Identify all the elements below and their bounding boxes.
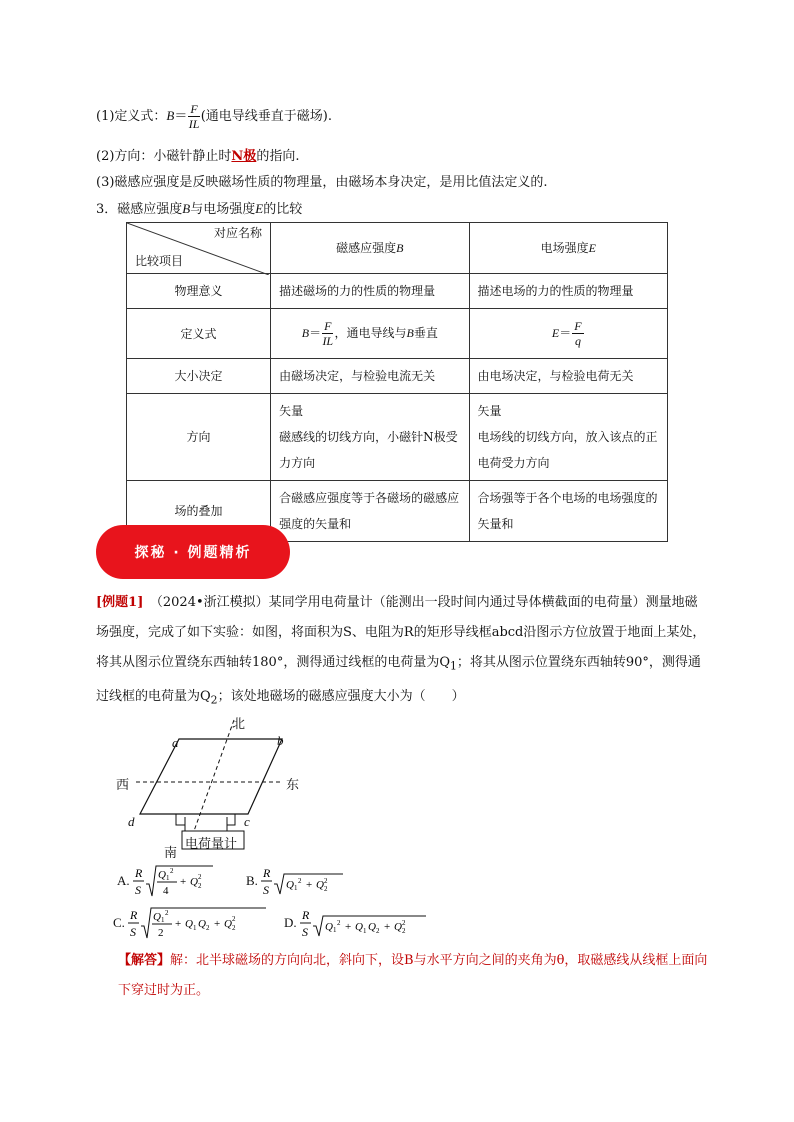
svg-text:4: 4 [162,885,169,897]
svg-text:2: 2 [197,882,202,890]
fraction-F-over-IL: $\frac{F}{IL}$ [188,102,200,131]
option-c[interactable]: C. R S Q 1 2 2 + Q 1 Q 2 + Q 2 2 [113,906,268,942]
svg-text:1: 1 [294,884,298,892]
label-north: 北 [232,717,246,732]
svg-text:+: + [214,918,221,930]
option-a[interactable]: A. R S Q 1 2 4 + Q 2 2 [117,864,215,900]
label-east: 东 [286,778,300,793]
svg-text:+: + [344,921,352,933]
charge-meter-label: 电荷量计 [185,837,238,852]
svg-text:+: + [306,879,313,891]
table-row: 定义式 B＝ $\frac{F}{IL}$ ，通电导线与B垂直 E＝ $\frac{F}{q}$ [127,309,668,359]
svg-text:S: S [134,883,141,897]
svg-text:+: + [179,876,187,888]
formula-d [300,906,428,942]
definition-line-3: (3)磁感应强度是反映磁场性质的物理量，由磁场本身决定，是用比值法定义的. [96,175,548,190]
svg-text:+: + [383,921,391,933]
svg-text:2: 2 [232,915,236,923]
svg-text:2: 2 [165,909,169,917]
svg-text:Q: Q [393,921,402,933]
svg-text:2: 2 [324,877,328,885]
svg-text:Q: Q [198,918,207,930]
svg-text:Q: Q [316,879,325,891]
option-b[interactable]: B. R S Q 1 2 + Q 2 2 [246,864,345,900]
label-south: 南 [164,846,178,861]
n-pole-highlight: N极 [231,149,257,164]
svg-text:2: 2 [197,873,202,881]
svg-text:1: 1 [193,924,197,932]
definition-line-1: (1)定义式：B＝ $\frac{F}{IL}$ (通电导线垂直于磁场). [96,102,333,131]
svg-text:Q: Q [189,876,198,888]
table-row: 场的叠加 合磁感应强度等于各磁场的磁感应强度的矢量和 合场强等于各个电场的电场强度的矢量和 [127,481,668,542]
svg-text:S: S [130,925,137,939]
svg-text:Q: Q [354,921,363,933]
svg-text:1: 1 [165,874,170,882]
svg-text:2: 2 [169,867,174,875]
svg-text:Q: Q [224,918,233,930]
column-header-B: 磁感应强度B [271,223,469,274]
svg-text:1: 1 [161,916,165,924]
svg-text:S: S [263,883,270,897]
svg-text:1: 1 [362,927,367,935]
svg-text:2: 2 [298,877,302,885]
comparison-heading: 3．磁感应强度B与电场强度E的比较 [96,201,303,217]
svg-text:Q: Q [324,921,333,933]
svg-text:2: 2 [158,927,164,939]
svg-text:S: S [301,925,308,939]
option-d[interactable]: D. R S Q 1 2 + Q 1 Q 2 + Q 2 2 [284,906,428,942]
svg-text:R: R [130,908,138,922]
table-row: 物理意义 描述磁场的力的性质的物理量 描述电场的力的性质的物理量 [127,274,668,309]
formula-a [133,864,215,900]
formula-b [261,864,345,900]
svg-text:2: 2 [401,919,406,927]
header-diagonal-cell: 对应名称 比较项目 [127,223,271,274]
label-a: a [172,735,179,750]
section-banner: 探秘 · 例题精析 [97,526,289,578]
svg-text:2: 2 [336,919,341,927]
svg-text:R: R [134,866,143,880]
svg-text:Q: Q [153,911,162,923]
svg-text:1: 1 [332,926,337,934]
svg-text:2: 2 [401,927,406,935]
label-west: 西 [116,778,130,793]
label-b: b [277,733,284,748]
svg-text:R: R [301,908,310,922]
svg-text:Q: Q [157,869,166,881]
svg-text:Q: Q [367,921,376,933]
svg-text:2: 2 [375,927,380,935]
svg-text:2: 2 [324,885,328,893]
answer-paragraph: 【解答】解：北半球磁场的方向向北，斜向下，设B与水平方向之间的夹角为θ，取磁感线从线框上面向下穿过时为正。 [118,953,708,998]
svg-text:+: + [175,918,182,930]
table-row: 方向 矢量 磁感线的切线方向，小磁针N极受力方向 矢量 电场线的切线方向，放入该点的正电荷受力方向 [127,394,668,481]
label-d: d [128,814,135,829]
definition-line-2: (2)方向：小磁针静止时N极的指向. [96,149,300,164]
comparison-table [126,222,668,542]
table-header-row [127,223,668,274]
svg-text:2: 2 [206,924,210,932]
table-row: 大小决定 由磁场决定，与检验电流无关 由电场决定，与检验电荷无关 [127,359,668,394]
formula-c [128,906,268,942]
svg-text:R: R [263,866,271,880]
example-problem: [例题1] （2024•浙江模拟）某同学用电荷量计（能测出一段时间内通过导体横截面的电荷量）测量地磁场强度，完成了如下实验：如图，将面积为S、电阻为R的矩形导线框abcd沿图示方位放置于地面上某处，将其从图示位置绕东西轴转180°，测得通过线框的电荷量为$Q_1$；将其从图示位置绕东西轴转90°，测得通过线框的电荷量为$Q_2$；该处地磁场的磁感应强度大小为（ ） [96,595,706,707]
svg-text:Q: Q [286,879,295,891]
svg-text:2: 2 [232,924,236,932]
column-header-E: 电场强度E [469,223,667,274]
svg-text:Q: Q [185,918,194,930]
label-c: c [244,814,250,829]
